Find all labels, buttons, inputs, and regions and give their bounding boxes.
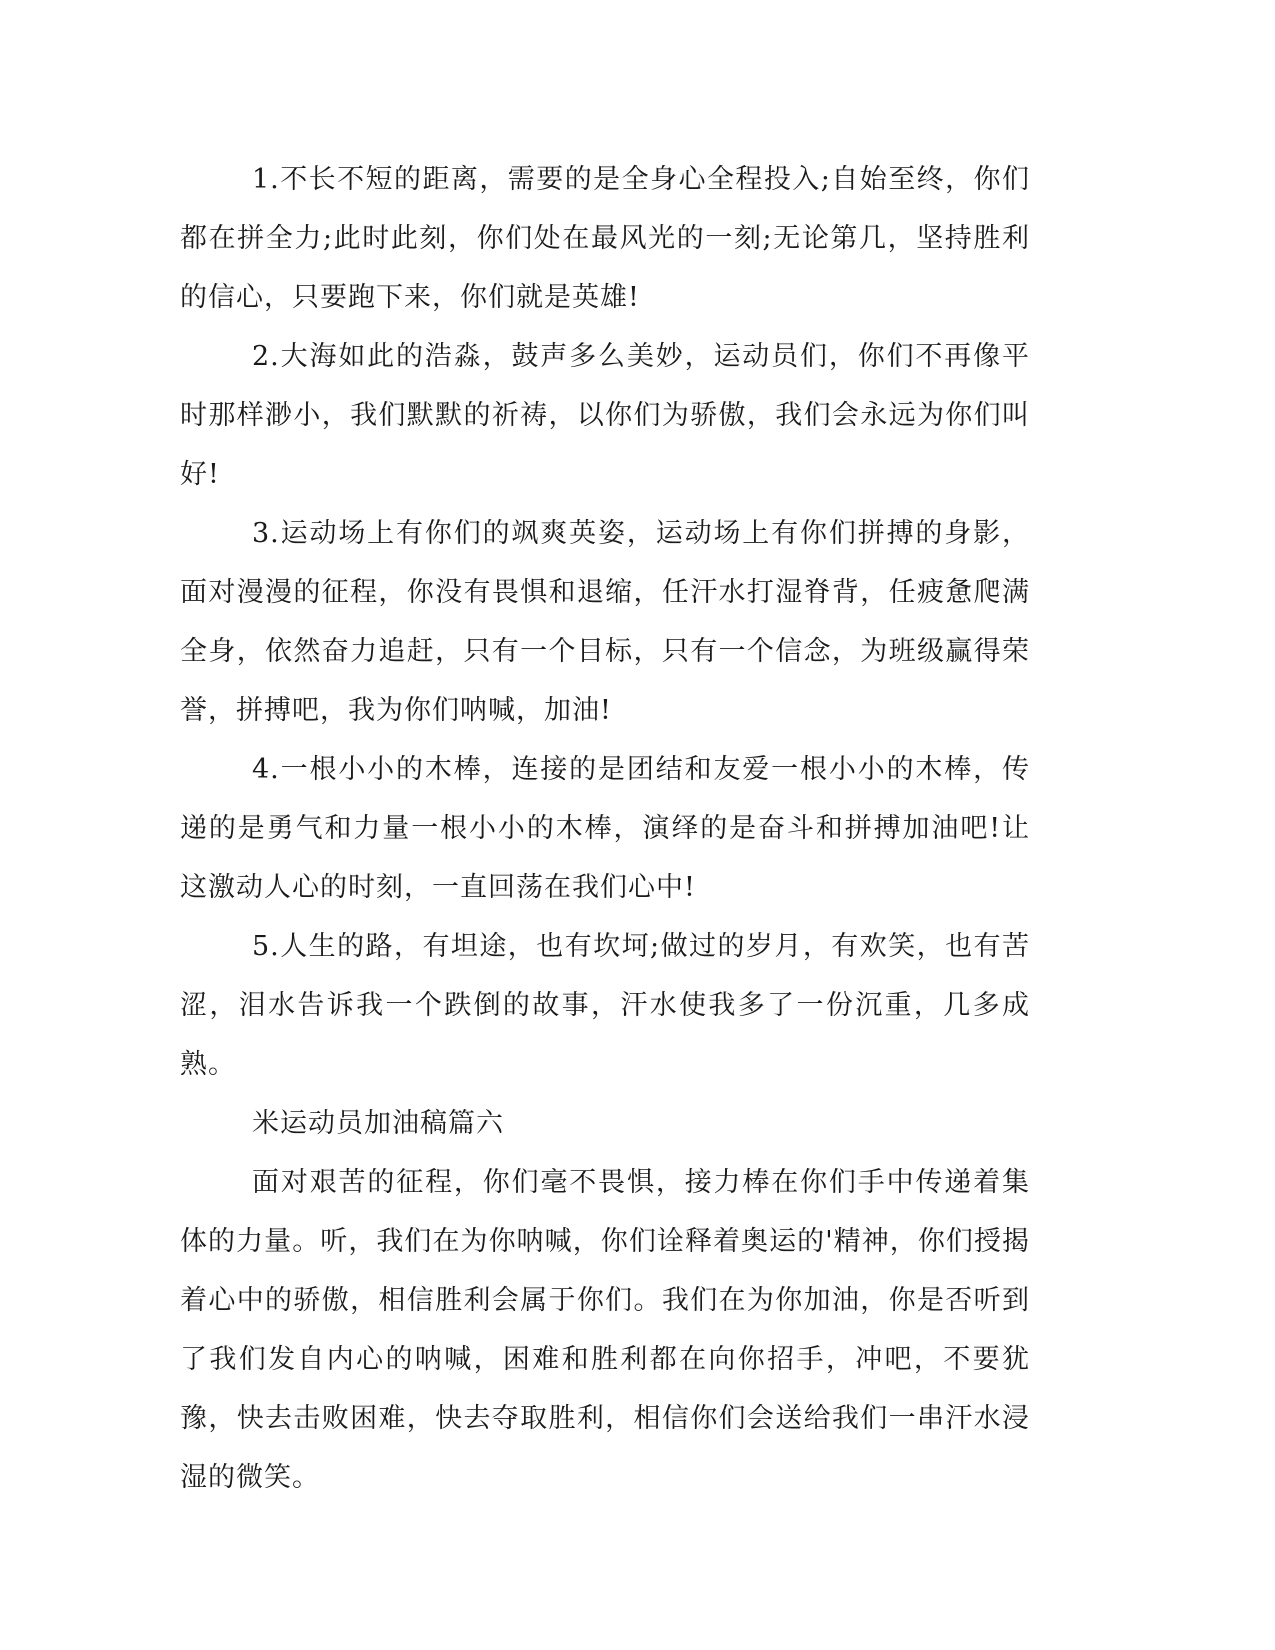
paragraph-1: 1.不长不短的距离，需要的是全身心全程投入;自始至终，你们都在拼全力;此时此刻，你们处在最风光的一刻;无论第几，坚持胜利的信心，只要跑下来，你们就是英雄!	[180, 164, 1030, 313]
paragraph-6: 面对艰苦的征程，你们毫不畏惧，接力棒在你们手中传递着集体的力量。听，我们在为你呐喊，你们诠释着奥运的'精神，你们授揭着心中的骄傲，相信胜利会属于你们。我们在为你加油，你是否听到了我们发自内心的呐喊，困难和胜利都在向你招手，冲吧，不要犹豫，快去击败困难，快去夺取胜利，相信你们会送给我们一串汗水浸湿的微笑。	[180, 1167, 1030, 1493]
paragraph-2: 2.大海如此的浩淼，鼓声多么美妙，运动员们，你们不再像平时那样渺小，我们默默的祈祷，以你们为骄傲，我们会永远为你们叫好!	[180, 341, 1030, 490]
paragraph-4: 4.一根小小的木棒，连接的是团结和友爱一根小小的木棒，传递的是勇气和力量一根小小的木棒，演绎的是奋斗和拼搏加油吧!让这激动人心的时刻，一直回荡在我们心中!	[180, 754, 1030, 903]
document-body	[180, 150, 1030, 1507]
paragraph-3: 3.运动场上有你们的飒爽英姿，运动场上有你们拼搏的身影，面对漫漫的征程，你没有畏惧和退缩，任汗水打湿脊背，任疲惫爬满全身，依然奋力追赶，只有一个目标，只有一个信念，为班级赢得荣誉，拼搏吧，我为你们呐喊，加油!	[180, 518, 1030, 726]
section-heading: 米运动员加油稿篇六	[252, 1108, 504, 1139]
paragraph-5: 5.人生的路，有坦途，也有坎坷;做过的岁月，有欢笑，也有苦涩，泪水告诉我一个跌倒的故事，汗水使我多了一份沉重，几多成熟。	[180, 931, 1030, 1080]
